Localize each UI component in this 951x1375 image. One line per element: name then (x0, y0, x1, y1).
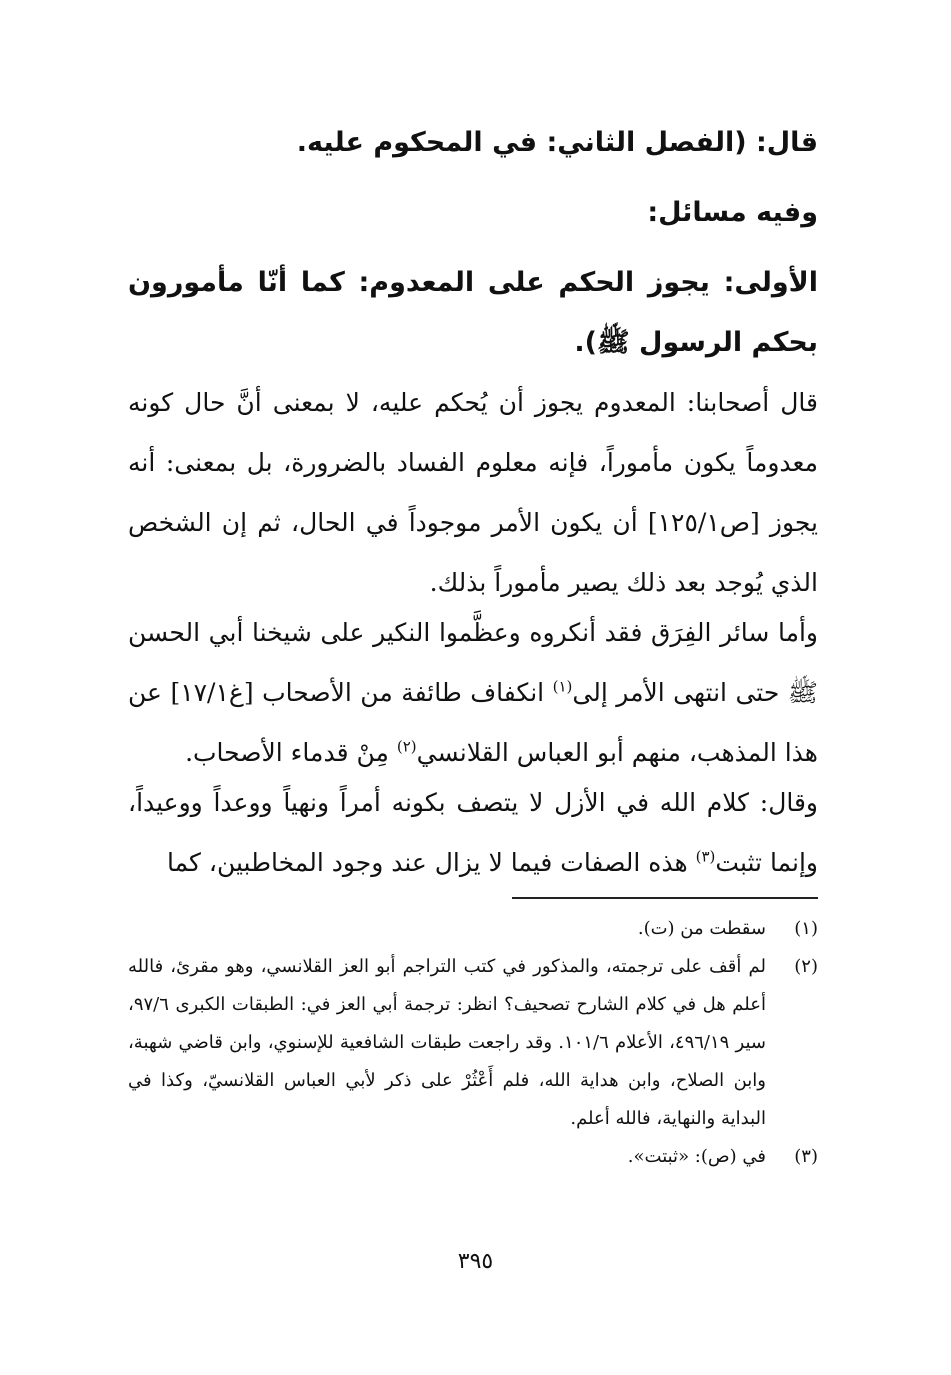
footnote-number: (١) (794, 918, 818, 939)
paragraph-2-text-b: انكفاف طائفة من الأصحاب [غ١٧/١] عن هذا المذهب، منهم أبو العباس القلانسي (128, 678, 818, 767)
issues-heading: وفيه مسائل: (647, 197, 818, 228)
footnote-text: في (ص): «ثبتت». (627, 1146, 766, 1167)
footnote-1 (128, 910, 818, 948)
paragraph-3-text-b: هذه الصفات فيما لا يزال عند وجود المخاطبين، كما (166, 848, 696, 877)
footnote-3 (128, 1138, 818, 1176)
paragraph-3 (128, 773, 818, 893)
paragraph-2 (128, 603, 818, 783)
footnote-ref-1[interactable]: (١) (552, 677, 573, 696)
page-number: ٣٩٥ (457, 1249, 494, 1274)
footnote-2 (128, 948, 818, 1138)
footnote-text: سقطت من (ت). (637, 918, 766, 939)
paragraph-1-text: قال أصحابنا: المعدوم يجوز أن يُحكم عليه، لا بمعنى أنَّ حال كونه معدوماً يكون مأموراً، فإنه معلوم الفساد بالضرورة، بل بمعنى: أنه يجوز [ص١٢٥/١] أن يكون الأمر موجوداً في الحال، ثم إن الشخص الذي يُوجد بعد ذلك يصير مأموراً بذلك. (128, 388, 818, 597)
paragraph-1 (128, 373, 818, 613)
chapter-heading: قال: (الفصل الثاني: في المحكوم عليه. (296, 127, 818, 158)
paragraph-3-text-a: وقال: كلام الله في الأزل لا يتصف بكونه أمراً ونهياً ووعداً ووعيداً، وإنما تثبت (128, 788, 818, 877)
footnote-number: (٣) (794, 1146, 818, 1167)
footnote-text: لم أقف على ترجمته، والمذكور في كتب التراجم أبو العز القلانسي، وهو مقرئ، فالله أعلم هل في كلام الشارح تصحيف؟ انظر: ترجمة أبي العز في: الطبقات الكبرى ٩٧/٦، سير ٤٩٦/١٩، الأعلام ١٠١/٦. وقد راجعت طبقات الشافعية للإسنوي، وابن قاضي شهبة، وابن الصلاح، وابن هداية الله، فلم أَعْثُرْ على ذكر لأبي العباس القلانسيّ، وكذا في البداية والنهاية، فالله أعلم. (128, 956, 766, 1129)
footnotes (128, 910, 818, 1176)
paragraph-2-text-a: وأما سائر الفِرَق فقد أنكروه وعظَّموا النكير على شيخنا أبي الحسن ﷺ حتى انتهى الأمر إلى (128, 618, 818, 707)
footnote-number: (٢) (794, 956, 818, 977)
paragraph-2-text-c: مِنْ قدماء الأصحاب. (185, 738, 397, 767)
footnote-ref-2[interactable]: (٢) (396, 737, 417, 756)
footnote-ref-3[interactable]: (٣) (695, 847, 716, 866)
first-issue-heading: الأولى: يجوز الحكم على المعدوم: كما أنّا مأمورون بحكم الرسول ﷺ). (128, 267, 818, 358)
footnote-divider (512, 897, 818, 899)
